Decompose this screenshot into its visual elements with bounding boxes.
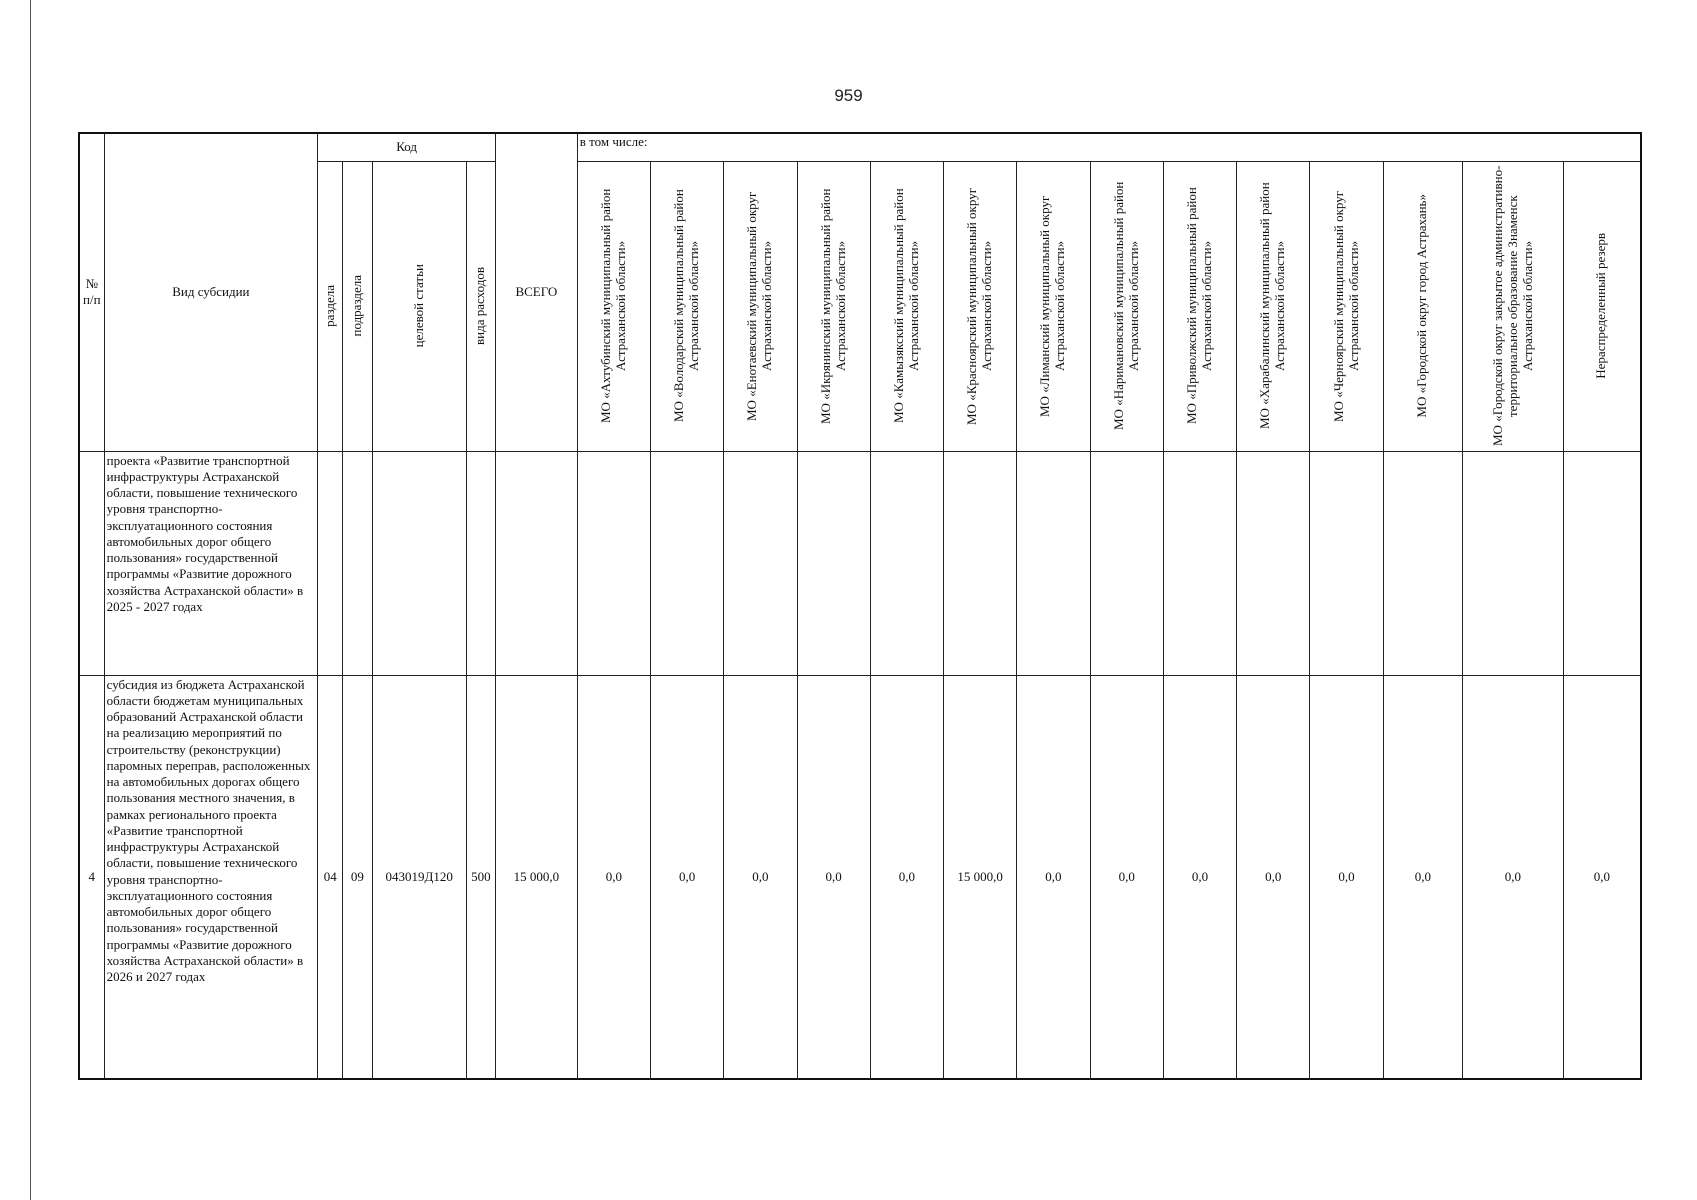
row-value: 0,0 bbox=[797, 675, 870, 1079]
left-margin-line bbox=[30, 0, 31, 1200]
row-value: 0,0 bbox=[1237, 675, 1310, 1079]
row-podrazdel bbox=[343, 451, 372, 675]
row-value bbox=[1017, 451, 1090, 675]
row-value: 0,0 bbox=[870, 675, 943, 1079]
row-stat bbox=[372, 451, 466, 675]
header-district: МО «Городской округ закрытое административно-территориальное образование Знаменск Астраханской области» bbox=[1463, 161, 1563, 451]
header-subsidy-type: Вид субсидии bbox=[104, 133, 318, 451]
row-value bbox=[724, 451, 797, 675]
row-razdel bbox=[318, 451, 343, 675]
row-value: 15 000,0 bbox=[944, 675, 1017, 1079]
header-num: № п/п bbox=[79, 133, 104, 451]
row-value bbox=[1463, 451, 1563, 675]
row-description: субсидия из бюджета Астраханской области бюджетам муниципальных образований Астраханской области на реализацию мероприятий по строительству (реконструкции) паромных переправ, расположенных на автомобильных дорогах общего пользования местного значения, в рамках регионального проекта «Развитие транспортной инфраструктуры Астраханской области, повышение технического уровня транспортно-эксплуатационного состояния автомобильных дорог общего пользования» государственной программы «Развитие дорожного хозяйства Астраханской области» в 2026 и 2027 годах bbox=[104, 675, 318, 1079]
row-value bbox=[944, 451, 1017, 675]
row-total bbox=[496, 451, 578, 675]
table-row bbox=[79, 675, 1641, 1079]
header-code-vid: вида расходов bbox=[466, 161, 495, 451]
row-podrazdel: 09 bbox=[343, 675, 372, 1079]
row-value bbox=[577, 451, 650, 675]
row-value: 0,0 bbox=[577, 675, 650, 1079]
row-razdel: 04 bbox=[318, 675, 343, 1079]
row-value: 0,0 bbox=[1563, 675, 1641, 1079]
header-district: МО «Наримановский муниципальный район Астраханской области» bbox=[1090, 161, 1163, 451]
row-value bbox=[1163, 451, 1236, 675]
header-code-razdel: раздела bbox=[318, 161, 343, 451]
header-reserve: Нераспределенный резерв bbox=[1563, 161, 1641, 451]
header-district: МО «Камызякский муниципальный район Астраханской области» bbox=[870, 161, 943, 451]
row-value bbox=[870, 451, 943, 675]
row-value: 0,0 bbox=[1090, 675, 1163, 1079]
header-district: МО «Приволжский муниципальный район Астраханской области» bbox=[1163, 161, 1236, 451]
row-value bbox=[650, 451, 723, 675]
row-value bbox=[1383, 451, 1463, 675]
page-number: 959 bbox=[834, 86, 863, 105]
header-district: МО «Володарский муниципальный район Астраханской области» bbox=[650, 161, 723, 451]
header-code-stat: целевой статьи bbox=[372, 161, 466, 451]
header-district: МО «Городской округ город Астрахань» bbox=[1383, 161, 1463, 451]
header-total: ВСЕГО bbox=[496, 133, 578, 451]
row-value bbox=[1237, 451, 1310, 675]
header-district: МО «Икрянинский муниципальный район Астраханской области» bbox=[797, 161, 870, 451]
header-code-podrazdel: подраздела bbox=[343, 161, 372, 451]
header-district: МО «Черноярский муниципальный округ Астраханской области» bbox=[1310, 161, 1383, 451]
row-value bbox=[797, 451, 870, 675]
row-value bbox=[1563, 451, 1641, 675]
subsidy-table bbox=[78, 132, 1642, 1080]
row-value: 0,0 bbox=[724, 675, 797, 1079]
header-district: МО «Лиманский муниципальный округ Астраханской области» bbox=[1017, 161, 1090, 451]
row-num bbox=[79, 451, 104, 675]
row-value: 0,0 bbox=[1310, 675, 1383, 1079]
header-district: МО «Ахтубинский муниципальный район Астраханской области» bbox=[577, 161, 650, 451]
row-vid bbox=[466, 451, 495, 675]
row-value bbox=[1090, 451, 1163, 675]
row-vid: 500 bbox=[466, 675, 495, 1079]
row-value: 0,0 bbox=[1383, 675, 1463, 1079]
header-district: МО «Красноярский муниципальный округ Астраханской области» bbox=[944, 161, 1017, 451]
header-code-group: Код bbox=[318, 133, 496, 161]
row-num: 4 bbox=[79, 675, 104, 1079]
header-district: МО «Енотаевский муниципальный округ Астраханской области» bbox=[724, 161, 797, 451]
row-value: 0,0 bbox=[650, 675, 723, 1079]
row-description: проекта «Развитие транспортной инфраструктуры Астраханской области, повышение технического уровня транспортно-эксплуатационного состояния автомобильных дорог общего пользования» государственной программы «Развитие дорожного хозяйства Астраханской области» в 2025 - 2027 годах bbox=[104, 451, 318, 675]
row-total: 15 000,0 bbox=[496, 675, 578, 1079]
row-value: 0,0 bbox=[1017, 675, 1090, 1079]
row-value: 0,0 bbox=[1163, 675, 1236, 1079]
row-stat: 043019Д120 bbox=[372, 675, 466, 1079]
header-district: МО «Харабалинский муниципальный район Астраханской области» bbox=[1237, 161, 1310, 451]
row-value: 0,0 bbox=[1463, 675, 1563, 1079]
header-including: в том числе: bbox=[577, 133, 1641, 161]
table-row bbox=[79, 451, 1641, 675]
row-value bbox=[1310, 451, 1383, 675]
